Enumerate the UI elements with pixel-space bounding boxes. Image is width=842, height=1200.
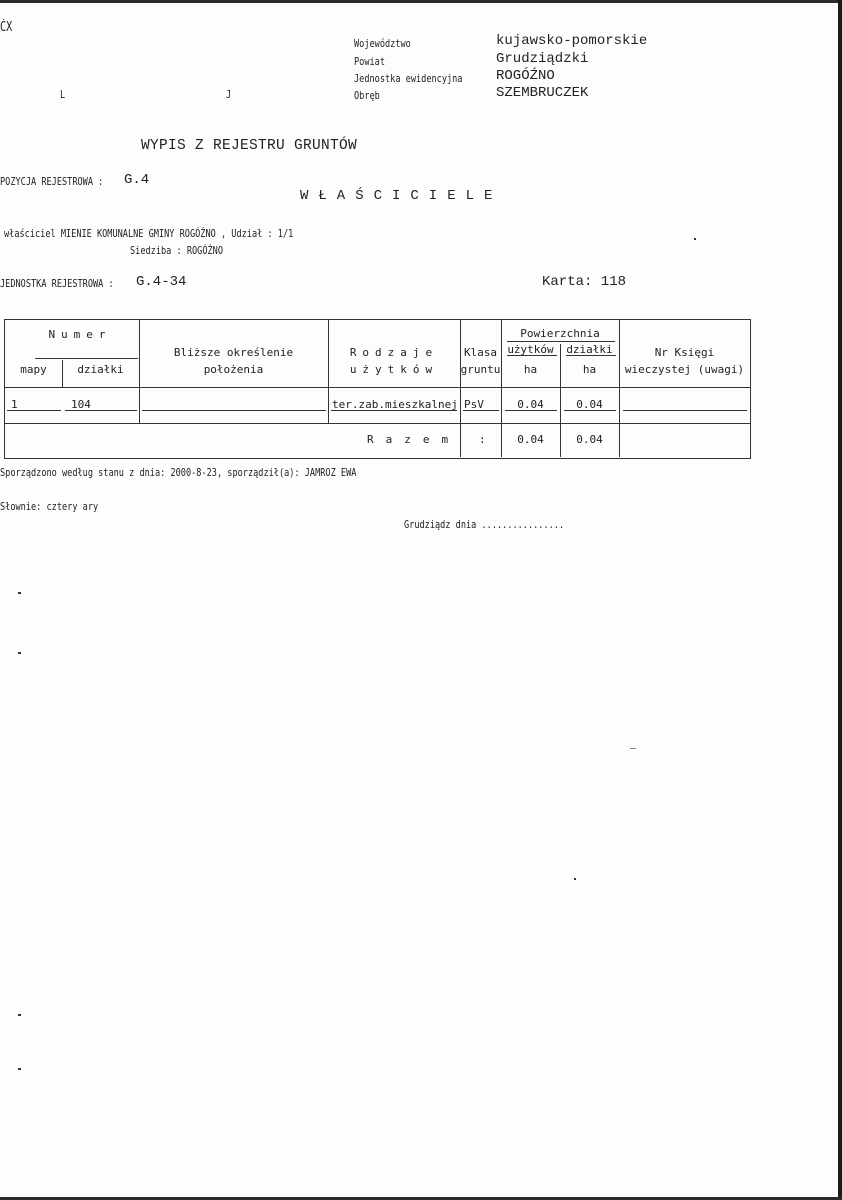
header-blizsze-2: położenia bbox=[203, 363, 264, 376]
wojewodztwo-label: Województwo bbox=[354, 37, 411, 50]
owner-seat: Siedziba : ROGÓŹNO bbox=[130, 244, 223, 257]
header-ksiegi-2: wieczystej (uwagi) bbox=[624, 363, 745, 376]
place-date-line: Grudziądz dnia ................ bbox=[404, 518, 565, 531]
scan-edge-top bbox=[0, 0, 842, 3]
header-mapy: mapy bbox=[20, 363, 47, 376]
header-ksiegi-1: Nr Księgi bbox=[654, 346, 715, 359]
address-window-mark-left: L bbox=[60, 88, 66, 101]
scan-speck bbox=[630, 748, 636, 749]
row-rodzaj: ter.zab.mieszkalnej bbox=[332, 398, 458, 411]
pozycja-value: G.4 bbox=[124, 172, 150, 188]
header-blizsze-1: Bliższe określenie bbox=[173, 346, 294, 359]
header-uzytkow: użytków bbox=[507, 343, 554, 356]
header-klasa-1: Klasa bbox=[463, 346, 498, 359]
amount-in-words: Słownie: cztery ary bbox=[0, 500, 99, 513]
powiat-label: Powiat bbox=[354, 55, 386, 68]
scan-speck bbox=[18, 1014, 21, 1016]
scan-speck bbox=[694, 238, 696, 240]
scan-speck bbox=[574, 878, 576, 880]
jednostka-rejestrowa-value: G.4-34 bbox=[136, 274, 187, 290]
document-title: WYPIS Z REJESTRU GRUNTÓW bbox=[141, 138, 358, 154]
total-label: Razem bbox=[367, 433, 461, 446]
jednostka-label: Jednostka ewidencyjna bbox=[354, 72, 463, 85]
owners-heading: WŁAŚCICIELE bbox=[300, 188, 503, 204]
row-mapy: 1 bbox=[11, 398, 18, 411]
total-dzialki: 0.04 bbox=[576, 433, 603, 446]
scan-speck bbox=[18, 1068, 21, 1070]
scan-speck bbox=[18, 592, 21, 594]
header-dzialki: działki bbox=[77, 363, 124, 376]
pozycja-label: POZYCJA REJESTROWA : bbox=[0, 175, 104, 188]
address-window-mark-right: J bbox=[226, 88, 232, 101]
karta-number: Karta: 118 bbox=[542, 274, 627, 290]
header-ha-uzytkow: ha bbox=[523, 363, 538, 376]
powiat-value: Grudziądzki bbox=[496, 51, 589, 67]
jednostka-value: ROGÓŹNO bbox=[496, 68, 555, 84]
corner-mark: ĆX bbox=[0, 20, 13, 35]
obreb-label: Obręb bbox=[354, 89, 380, 102]
header-klasa-2: gruntu bbox=[460, 363, 501, 376]
jednostka-rejestrowa-label: JEDNOSTKA REJESTROWA : bbox=[0, 277, 114, 290]
row-pow-uzytkow: 0.04 bbox=[517, 398, 544, 411]
obreb-value: SZEMBRUCZEK bbox=[496, 85, 589, 101]
wojewodztwo-value: kujawsko-pomorskie bbox=[496, 33, 648, 49]
scan-edge-right bbox=[838, 0, 842, 1200]
owner-line: właściciel MIENIE KOMUNALNE GMINY ROGÓŹNO , Udział : 1/1 bbox=[4, 227, 294, 240]
scan-speck bbox=[18, 652, 21, 654]
header-dzialki-area: działki bbox=[566, 343, 613, 356]
row-pow-dzialki: 0.04 bbox=[576, 398, 603, 411]
land-register-table bbox=[4, 319, 751, 459]
row-klasa: PsV bbox=[464, 398, 484, 411]
header-ha-dzialki: ha bbox=[582, 363, 597, 376]
header-rodzaje-1: Rodzaje bbox=[349, 346, 439, 359]
prepared-note: Sporządzono według stanu z dnia: 2000-8-23, sporządził(a): JAMROZ EWA bbox=[0, 466, 357, 479]
total-colon: : bbox=[479, 433, 486, 446]
header-numer: Numer bbox=[48, 328, 112, 341]
header-powierzchnia: Powierzchnia bbox=[520, 327, 600, 340]
header-rodzaje-2: użytków bbox=[349, 363, 439, 376]
row-dzialki: 104 bbox=[71, 398, 91, 411]
total-uzytkow: 0.04 bbox=[517, 433, 544, 446]
